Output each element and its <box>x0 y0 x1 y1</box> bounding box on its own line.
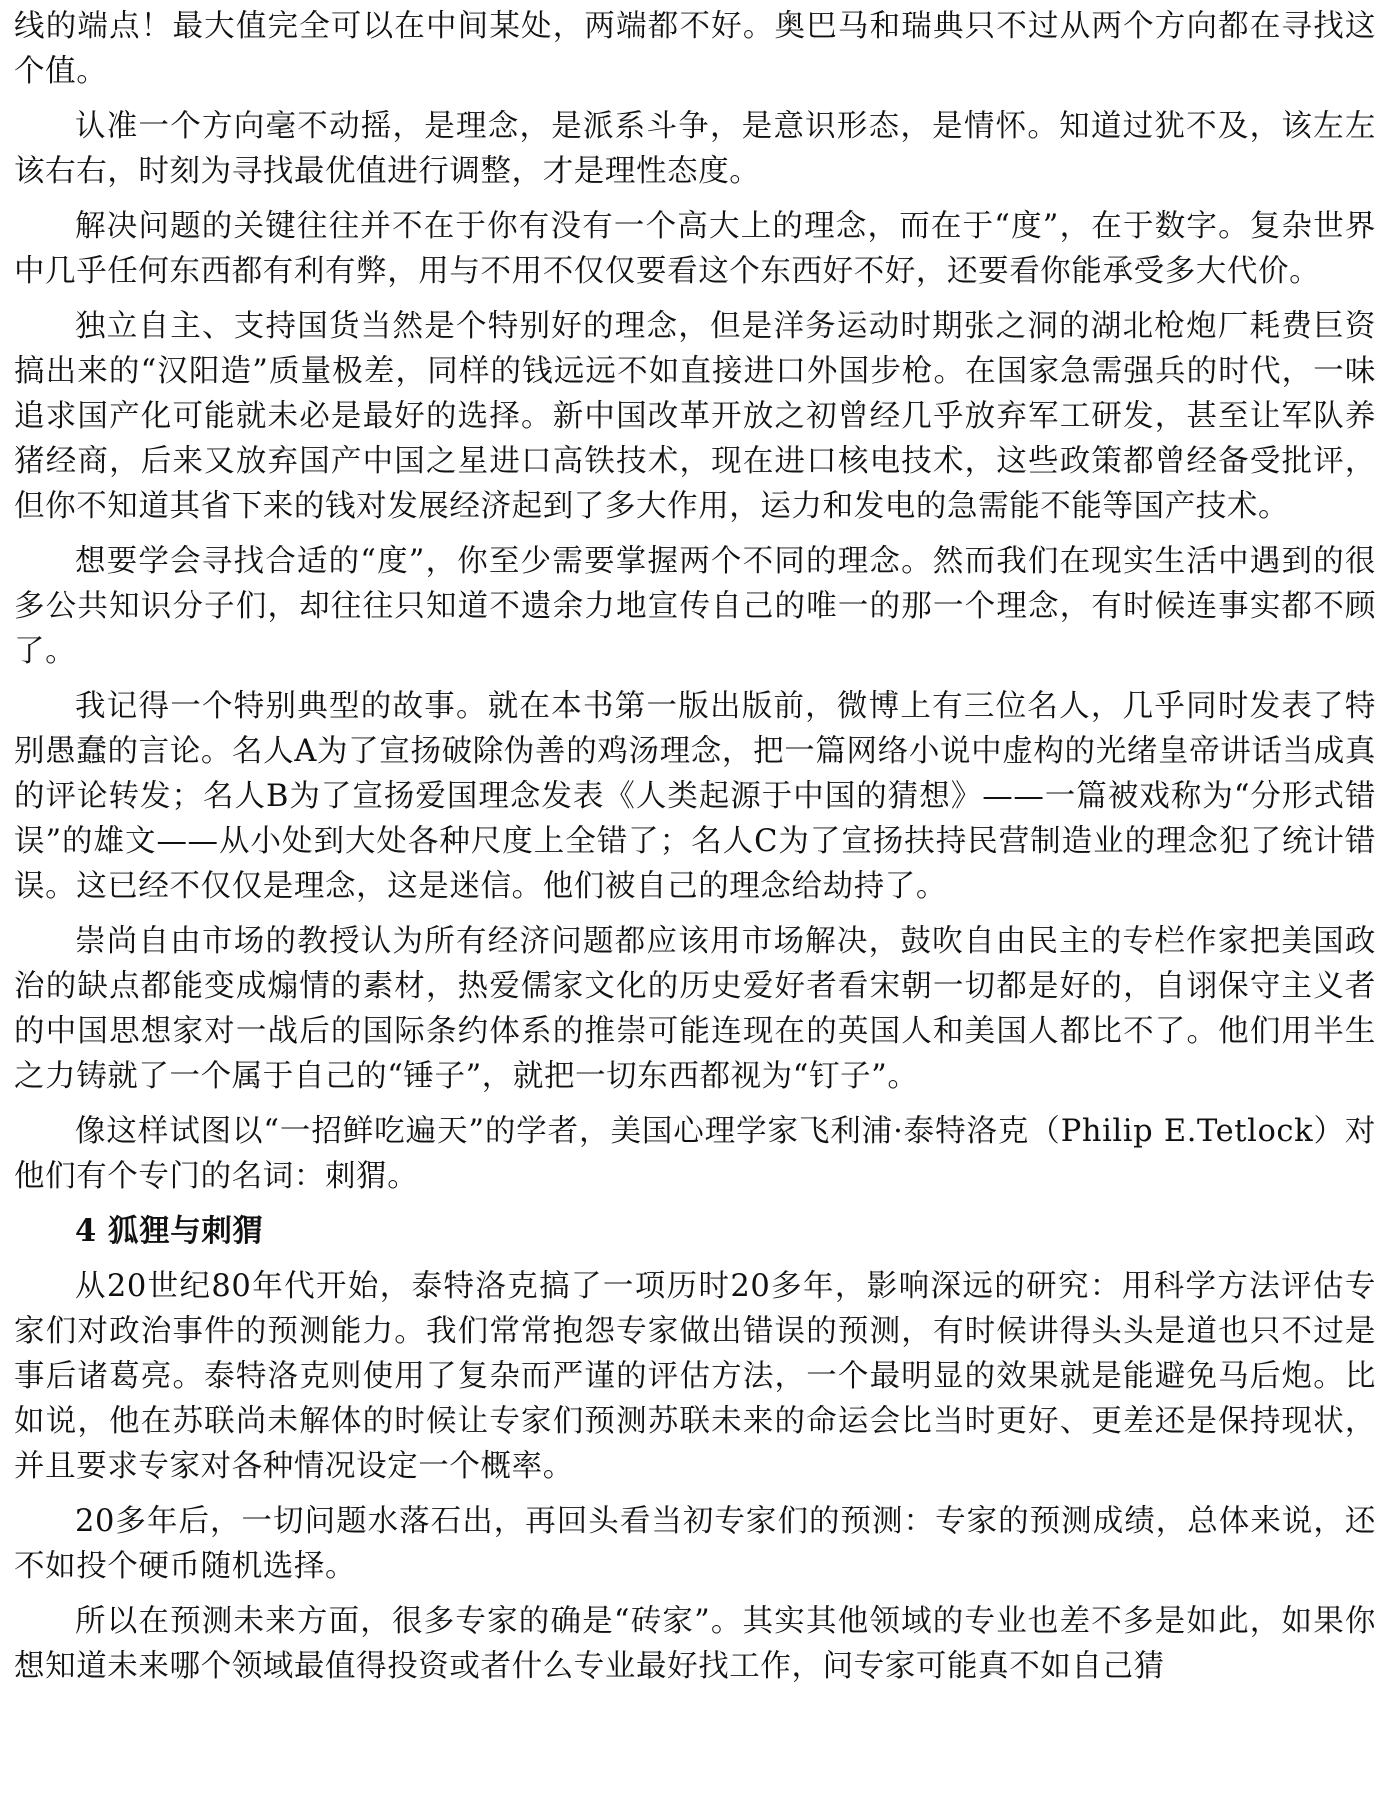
paragraph: 独立自主、支持国货当然是个特别好的理念，但是洋务运动时期张之洞的湖北枪炮厂耗费巨资搞出来的“汉阳造”质量极差，同样的钱远远不如直接进口外国步枪。在国家急需强兵的时代，一味追求国产化可能就未必是最好的选择。新中国改革开放之初曾经几乎放弃军工研发，甚至让军队养猪经商，后来又放弃国产中国之星进口高铁技术，现在进口核电技术，这些政策都曾经备受批评，但你不知道其省下来的钱对发展经济起到了多大作用，运力和发电的急需能不能等国产技术。 <box>14 309 1376 524</box>
section-heading: 4 狐狸与刺猬 <box>75 1213 264 1249</box>
paragraph: 所以在预测未来方面，很多专家的确是“砖家”。其实其他领域的专业也差不多是如此，如果你想知道未来哪个领域最值得投资或者什么专业最好找工作，问专家可能真不如自己猜 <box>14 1604 1376 1684</box>
paragraph: 像这样试图以“一招鲜吃遍天”的学者，美国心理学家飞利浦·泰特洛克（Philip E.Tetlock）对他们有个专门的名词：刺猬。 <box>14 1114 1376 1194</box>
paragraph: 20多年后，一切问题水落石出，再回头看当初专家们的预测：专家的预测成绩，总体来说，还不如投个硬币随机选择。 <box>14 1504 1376 1584</box>
paragraph: 崇尚自由市场的教授认为所有经济问题都应该用市场解决，鼓吹自由民主的专栏作家把美国政治的缺点都能变成煽情的素材，热爱儒家文化的历史爱好者看宋朝一切都是好的，自诩保守主义者的中国思想家对一战后的国际条约体系的推崇可能连现在的英国人和美国人都比不了。他们用半生之力铸就了一个属于自己的“锤子”，就把一切东西都视为“钉子”。 <box>14 924 1376 1094</box>
paragraph-continued: 线的端点！最大值完全可以在中间某处，两端都不好。奥巴马和瑞典只不过从两个方向都在寻找这个值。 <box>14 9 1376 89</box>
paragraph: 想要学会寻找合适的“度”，你至少需要掌握两个不同的理念。然而我们在现实生活中遇到的很多公共知识分子们，却往往只知道不遗余力地宣传自己的唯一的那一个理念，有时候连事实都不顾了。 <box>14 544 1376 669</box>
paragraph: 从20世纪80年代开始，泰特洛克搞了一项历时20多年，影响深远的研究：用科学方法评估专家们对政治事件的预测能力。我们常常抱怨专家做出错误的预测，有时候讲得头头是道也只不过是事后诸葛亮。泰特洛克则使用了复杂而严谨的评估方法，一个最明显的效果就是能避免马后炮。比如说，他在苏联尚未解体的时候让专家们预测苏联未来的命运会比当时更好、更差还是保持现状，并且要求专家对各种情况设定一个概率。 <box>14 1269 1376 1484</box>
paragraph: 认准一个方向毫不动摇，是理念，是派系斗争，是意识形态，是情怀。知道过犹不及，该左左该右右，时刻为寻找最优值进行调整，才是理性态度。 <box>14 109 1376 189</box>
paragraph: 我记得一个特别典型的故事。就在本书第一版出版前，微博上有三位名人，几乎同时发表了特别愚蠢的言论。名人A为了宣扬破除伪善的鸡汤理念，把一篇网络小说中虚构的光绪皇帝讲话当成真的评论转发；名人B为了宣扬爱国理念发表《人类起源于中国的猜想》——一篇被戏称为“分形式错误”的雄文——从小处到大处各种尺度上全错了；名人C为了宣扬扶持民营制造业的理念犯了统计错误。这已经不仅仅是理念，这是迷信。他们被自己的理念给劫持了。 <box>14 689 1376 904</box>
paragraph: 解决问题的关键往往并不在于你有没有一个高大上的理念，而在于“度”，在于数字。复杂世界中几乎任何东西都有利有弊，用与不用不仅仅要看这个东西好不好，还要看你能承受多大代价。 <box>14 209 1376 289</box>
document-page <box>14 4 1376 1689</box>
